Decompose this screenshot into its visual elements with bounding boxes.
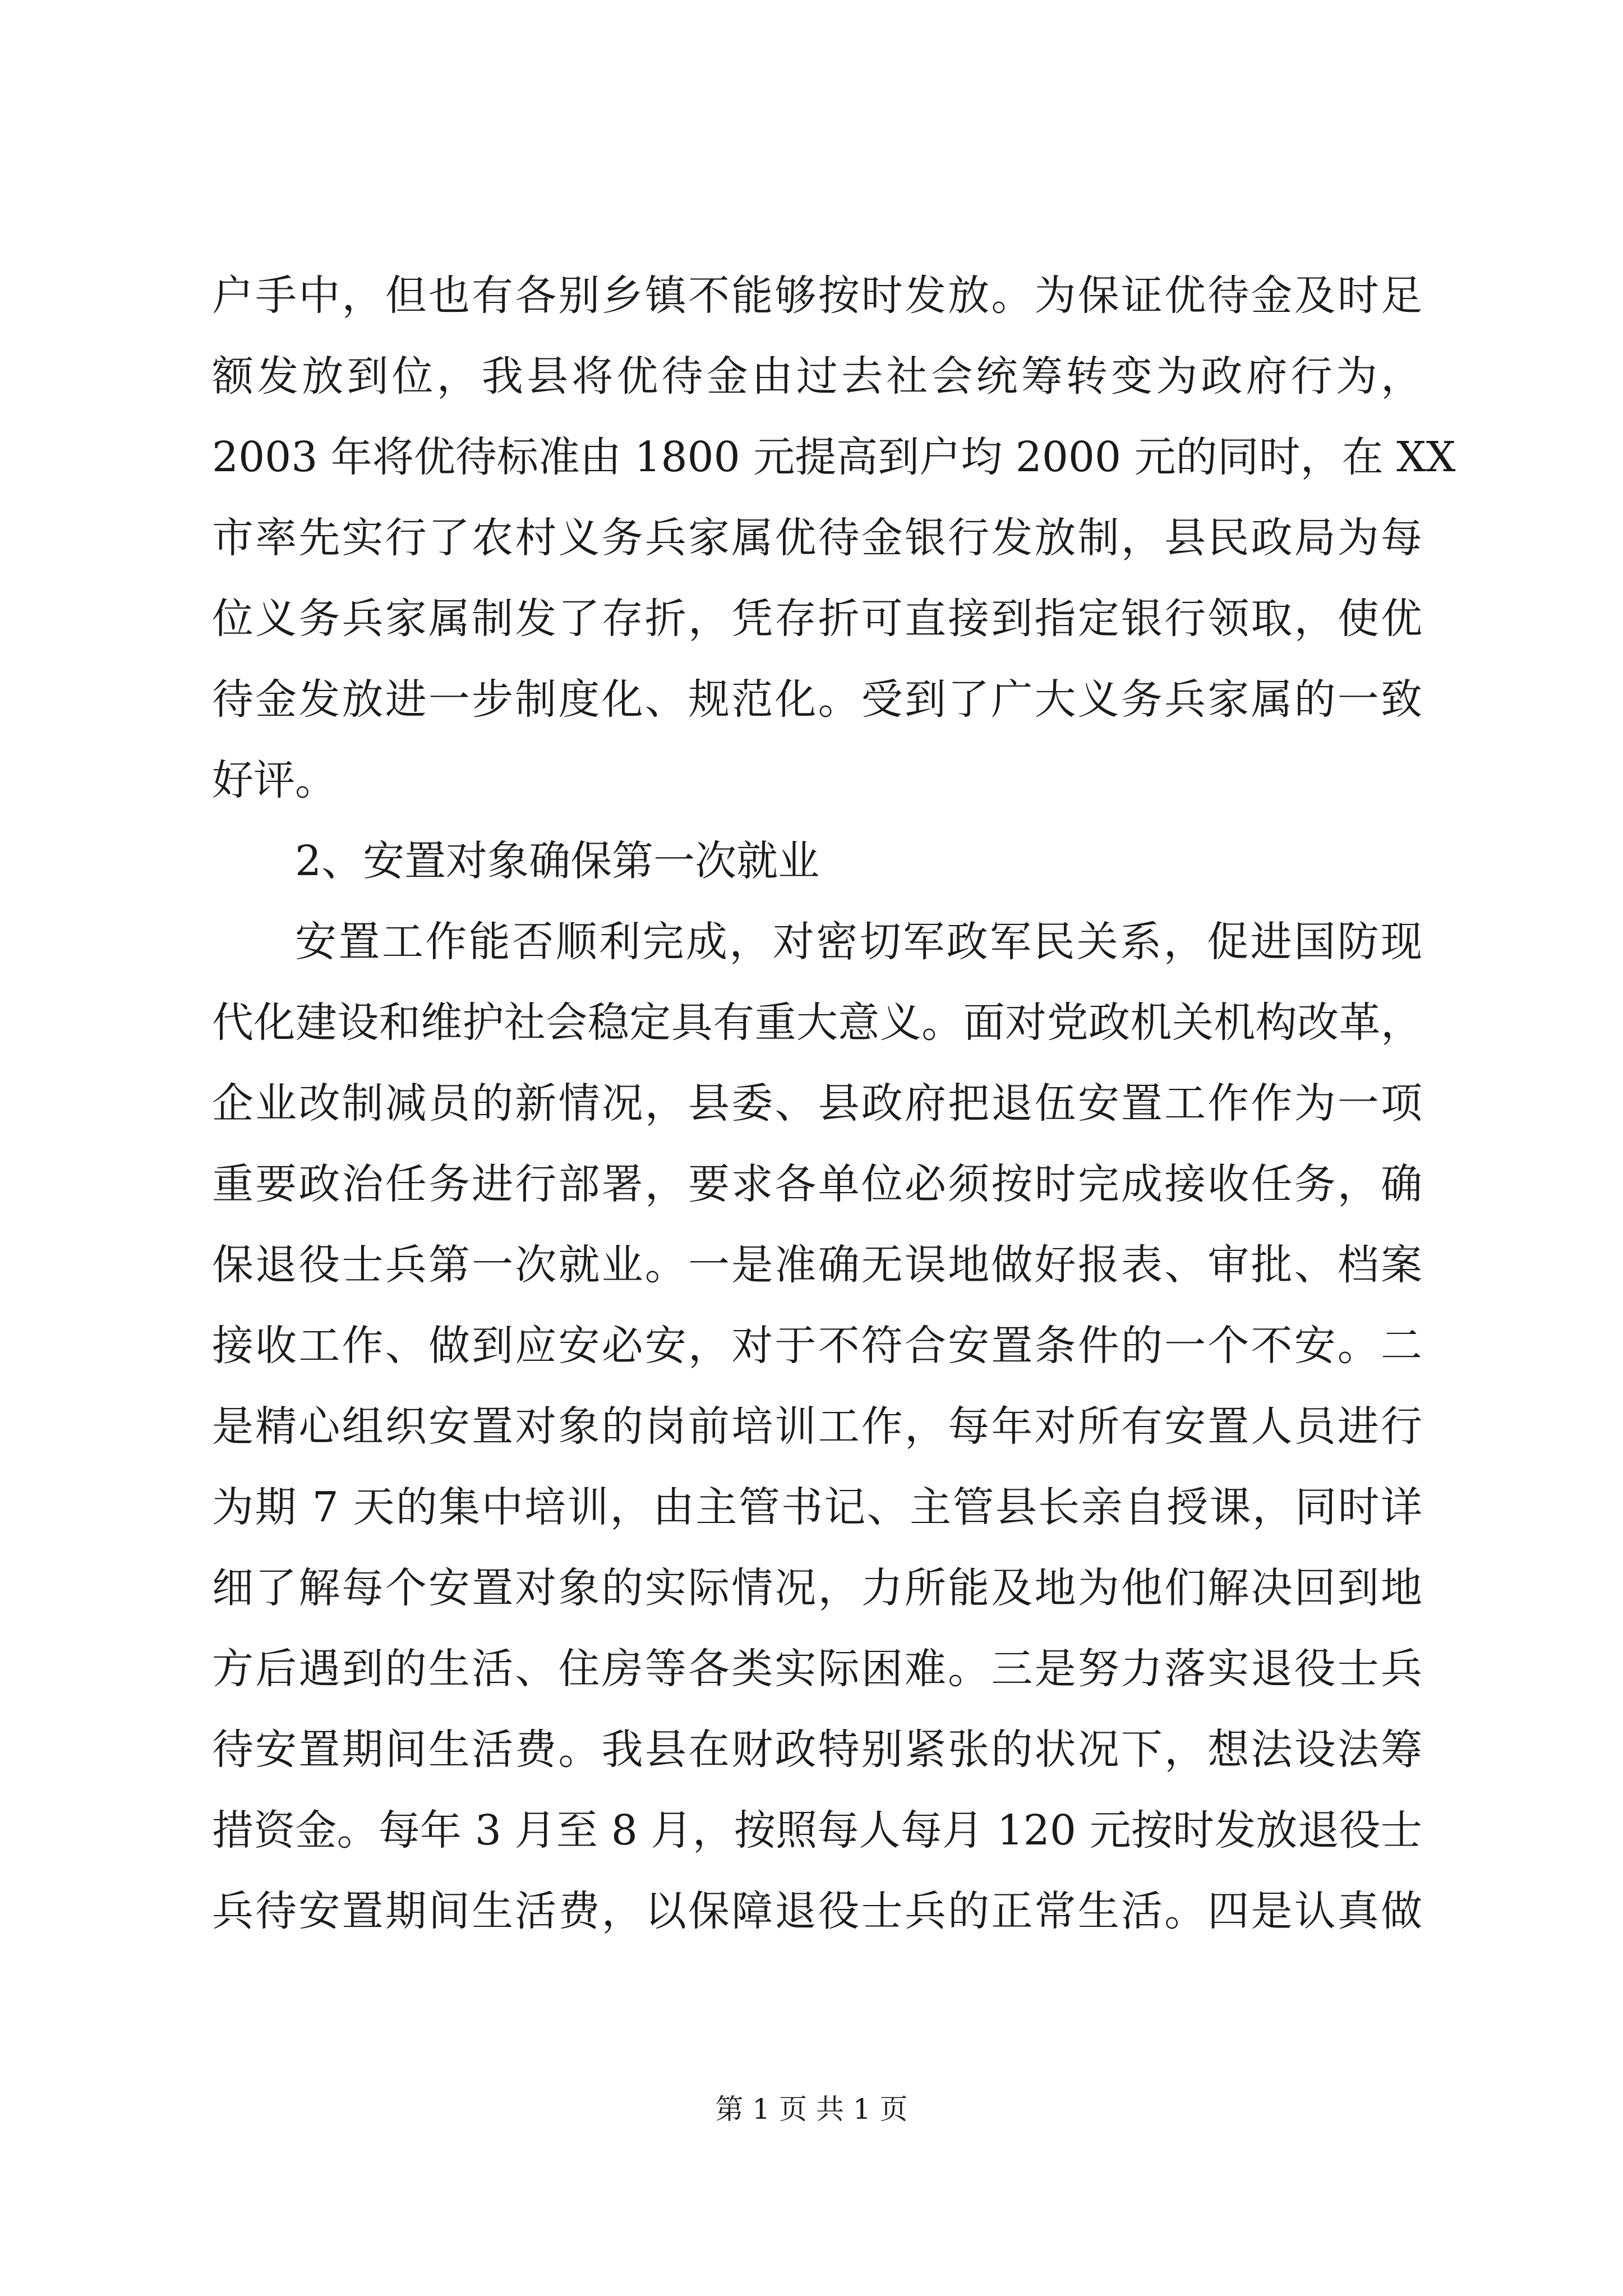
page-footer: 第 1 页 共 1 页 — [715, 2093, 908, 2125]
text-line-13: 保退役士兵第一次就业。一是准确无误地做好报表、审批、档案 — [212, 1241, 1422, 1289]
text-line-21: 兵待安置期间生活费，以保障退役士兵的正常生活。四是认真做 — [212, 1887, 1422, 1935]
text-line-3: 2003 年将优待标准由 1800 元提高到户均 2000 元的同时，在 XX — [212, 433, 1456, 481]
text-line-2: 额发放到位，我县将优待金由过去社会统筹转变为政府行为， — [212, 352, 1422, 401]
text-line-16: 为期 7 天的集中培训，由主管书记、主管县长亲自授课，同时详 — [212, 1483, 1422, 1531]
document-body — [212, 255, 1456, 1952]
text-line-5: 位义务兵家属制发了存折，凭存折可直接到指定银行领取，使优 — [212, 595, 1422, 643]
text-line-19: 待安置期间生活费。我县在财政特别紧张的状况下，想法设法筹 — [212, 1726, 1422, 1774]
text-line-9: 安置工作能否顺利完成，对密切军政军民关系，促进国防现 — [295, 918, 1422, 966]
text-line-15: 是精心组织安置对象的岗前培训工作，每年对所有安置人员进行 — [212, 1402, 1422, 1451]
text-line-12: 重要政治任务进行部署，要求各单位必须按时完成接收任务，确 — [212, 1160, 1422, 1208]
text-line-18: 方后遇到的生活、住房等各类实际困难。三是努力落实退役士兵 — [212, 1645, 1422, 1693]
text-line-10: 代化建设和维护社会稳定具有重大意义。面对党政机关机构改革， — [212, 999, 1422, 1047]
text-line-7: 好评。 — [212, 756, 336, 804]
section-heading: 2、安置对象确保第一次就业 — [295, 837, 820, 885]
text-line-11: 企业改制减员的新情况，县委、县政府把退伍安置工作作为一项 — [212, 1079, 1422, 1128]
text-line-17: 细了解每个安置对象的实际情况，力所能及地为他们解决回到地 — [212, 1564, 1422, 1612]
text-line-1: 户手中，但也有各别乡镇不能够按时发放。为保证优待金及时足 — [212, 272, 1422, 320]
text-line-20: 措资金。每年 3 月至 8 月，按照每人每月 120 元按时发放退役士 — [212, 1806, 1422, 1855]
text-line-14: 接收工作、做到应安必安，对于不符合安置条件的一个不安。二 — [212, 1322, 1422, 1370]
text-line-6: 待金发放进一步制度化、规范化。受到了广大义务兵家属的一致 — [212, 675, 1422, 724]
text-line-4: 市率先实行了农村义务兵家属优待金银行发放制，县民政局为每 — [212, 514, 1422, 562]
